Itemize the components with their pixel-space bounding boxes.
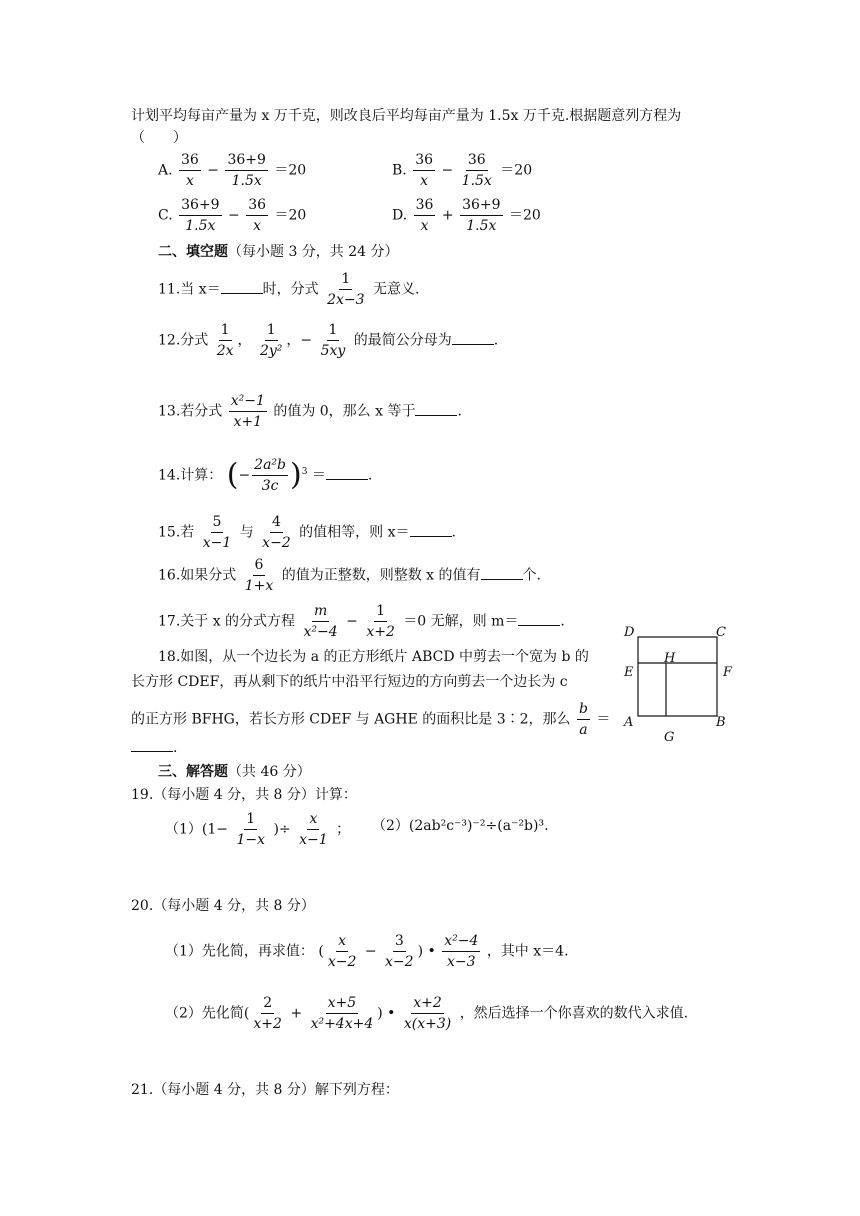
- right-paren: ): [290, 457, 302, 493]
- q18-answer: .: [131, 738, 177, 758]
- section-title: 二、填空题: [158, 244, 228, 260]
- fraction: $\frac{5}{x-1}$: [202, 514, 232, 551]
- fraction: $\frac{\text{x²−1}}{x+1}$: [230, 393, 265, 430]
- q19-heading: 19.（每小题 4 分，共 8 分）计算：: [131, 787, 357, 803]
- fraction: $\frac{36}{x}$: [415, 152, 434, 189]
- q18-line2: 长方形 CDEF，再从剩下的纸片中沿平行短边的方向剪去一个边长为 c: [131, 674, 568, 690]
- fraction: $\frac{\text{x²−4}}{x-3}$: [444, 933, 479, 970]
- section-note: （共 46 分）: [228, 764, 311, 780]
- answer-blank[interactable]: [481, 567, 523, 580]
- label-e: E: [624, 665, 634, 680]
- section-2-heading: [158, 242, 399, 262]
- q10-option-a[interactable]: A. $\frac{36}{x}$ − $\frac{36+9}{1.5x}$ ＝20: [158, 152, 307, 189]
- fraction: $\frac{1}{\text{2y²}}$: [259, 322, 283, 359]
- label-g: G: [664, 730, 675, 745]
- q10-option-b[interactable]: B. $\frac{36}{x}$ − $\frac{36}{1.5x}$ ＝20: [392, 152, 533, 189]
- q18-line3: 的正方形 BFHG，若长方形 CDEF 与 AGHE 的面积比是 3∶2，那么 $\frac{b}{a}$ ＝: [131, 701, 611, 738]
- fraction: $\frac{x+2}{x(x+3)}$: [403, 995, 452, 1032]
- fraction: $\frac{36+9}{1.5x}$: [181, 197, 220, 234]
- q19-part1: （1）(1− $\frac{1}{1-x}$ )÷ $\frac{x}{x-1}$ ；: [165, 811, 351, 848]
- q18-line1: 18.如图，从一个边长为 a 的正方形纸片 ABCD 中剪去一个宽为 b 的: [158, 649, 589, 665]
- question-12: 12.分式 $\frac{1}{2x}$ ， $\frac{1}{\text{2y²}}$ ，− $\frac{1}{5xy}$ 的最简公分母为 .: [158, 322, 499, 359]
- answer-blank[interactable]: [221, 281, 263, 294]
- fraction: $\frac{x+5}{\text{x²+4x+4}}$: [310, 995, 374, 1032]
- question-14: 14.计算： (− $\frac{\text{2a²b}}{3c}$ )$^3$ ＝ .: [158, 457, 373, 494]
- fraction: $\frac{x}{x-2}$: [327, 933, 357, 970]
- fraction: $\frac{m}{\text{x²−4}}$: [303, 603, 338, 640]
- label-h: H: [664, 651, 676, 666]
- q10-option-c[interactable]: C. $\frac{36+9}{1.5x}$ − $\frac{36}{x}$ ＝20: [158, 197, 307, 234]
- answer-blank[interactable]: [415, 403, 457, 416]
- section-title: 三、解答题: [158, 764, 228, 780]
- fraction: $\frac{36+9}{1.5x}$: [227, 152, 266, 189]
- square-figure: [618, 620, 744, 746]
- fraction: $\frac{36+9}{1.5x}$: [462, 197, 501, 234]
- fraction: $\frac{36}{x}$: [181, 152, 199, 189]
- question-11: 11.当 x＝ 时，分式 $\frac{1}{2x-3}$ 无意义.: [158, 271, 420, 308]
- q10-stem-line1: 计划平均每亩产量为 x 万千克，则改良后平均每亩产量为 1.5x 万千克.根据题意列方程为: [131, 108, 682, 124]
- label-a: A: [624, 715, 634, 730]
- fraction: $\frac{1}{x+2}$: [366, 603, 395, 640]
- q20-part2: （2）先化简( $\frac{2}{x+2}$ + $\frac{x+5}{\text{x²+4x+4}}$ ) • $\frac{x+2}{x(x+3)}$ ，然后选择一个你喜欢的数代入求值.: [165, 995, 689, 1032]
- answer-blank[interactable]: [518, 613, 560, 626]
- answer-blank[interactable]: [131, 739, 173, 752]
- fraction: $\frac{b}{a}$: [578, 701, 588, 738]
- section-3-heading: [158, 762, 311, 782]
- left-paren: (: [226, 457, 239, 493]
- q10-stem-line2: （ ）: [131, 130, 187, 146]
- fraction: $\frac{1}{2x-3}$: [327, 271, 365, 308]
- fraction: $\frac{1}{5xy}$: [320, 322, 346, 359]
- fraction: $\frac{x}{x-1}$: [299, 811, 328, 848]
- answer-blank[interactable]: [326, 467, 368, 480]
- fraction: $\frac{4}{x-2}$: [262, 514, 291, 551]
- option-b-label: B.: [392, 162, 407, 179]
- section-note: （每小题 3 分，共 24 分）: [228, 244, 399, 260]
- fraction: $\frac{36}{x}$: [248, 197, 267, 234]
- q21-heading: 21.（每小题 4 分，共 8 分）解下列方程：: [131, 1082, 399, 1098]
- answer-blank[interactable]: [452, 332, 494, 345]
- question-16: 16.如果分式 $\frac{6}{1+x}$ 的值为正整数，则整数 x 的值有 个.: [158, 557, 541, 594]
- question-17: 17.关于 x 的分式方程 $\frac{m}{\text{x²−4}}$ − $\frac{1}{x+2}$ ＝0 无解，则 m＝ .: [158, 603, 565, 640]
- fraction: $\frac{2}{x+2}$: [253, 995, 282, 1032]
- fraction: $\frac{1}{1-x}$: [236, 811, 266, 848]
- label-c: C: [716, 625, 726, 640]
- answer-blank[interactable]: [410, 524, 452, 537]
- option-d-label: D.: [392, 207, 408, 224]
- option-a-label: A.: [158, 162, 173, 179]
- q10-option-d[interactable]: D. $\frac{36}{x}$ + $\frac{36+9}{1.5x}$ ＝20: [392, 197, 541, 234]
- option-c-label: C.: [158, 207, 173, 224]
- question-15: 15.若 $\frac{5}{x-1}$ 与 $\frac{4}{x-2}$ 的值相等，则 x＝ .: [158, 514, 456, 551]
- fraction: $\frac{\text{2a²b}}{3c}$: [254, 457, 286, 494]
- label-b: B: [716, 715, 726, 730]
- fraction: $\frac{36}{x}$: [415, 197, 434, 234]
- q19-part2: （2）(2ab²c⁻³)⁻²÷(a⁻²b)³.: [372, 818, 549, 834]
- fraction: $\frac{3}{x-2}$: [385, 933, 414, 970]
- q20-part1: （1）先化简，再求值： ( $\frac{x}{x-2}$ − $\frac{3}{x-2}$ ) • $\frac{\text{x²−4}}{x-3}$ ，其中 x＝4.: [165, 933, 569, 970]
- question-13: 13.若分式 $\frac{\text{x²−1}}{x+1}$ 的值为 0，那么 x 等于 .: [158, 393, 462, 430]
- label-d: D: [624, 625, 635, 640]
- label-f: F: [723, 665, 733, 680]
- fraction: $\frac{36}{1.5x}$: [461, 152, 492, 189]
- fraction: $\frac{6}{1+x}$: [244, 557, 274, 594]
- q20-heading: 20.（每小题 4 分，共 8 分）: [131, 898, 315, 914]
- square-abcd: [638, 637, 717, 716]
- fraction: $\frac{1}{2x}$: [216, 322, 234, 359]
